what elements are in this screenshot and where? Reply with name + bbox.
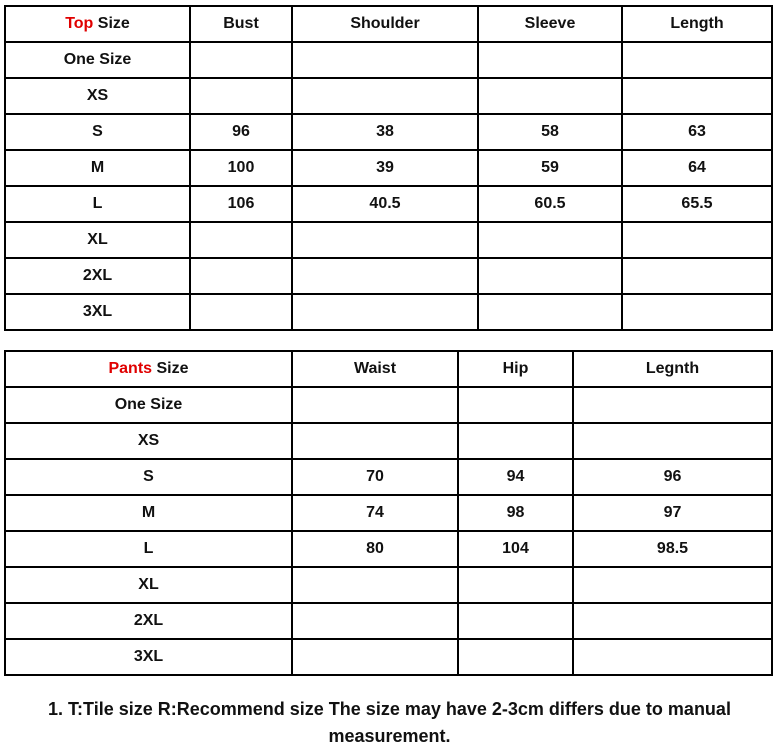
size-label: 2XL [5,258,190,294]
table-cell: 104 [458,531,573,567]
table-cell [292,567,458,603]
table-cell: 94 [458,459,573,495]
table-cell [190,78,292,114]
size-label: XS [5,423,292,459]
table-cell: 106 [190,186,292,222]
table-cell: 74 [292,495,458,531]
table-cell: 59 [478,150,622,186]
footnote-line-2: measurement. [328,726,451,746]
table-cell [190,222,292,258]
table-row [5,78,772,114]
size-label: M [5,495,292,531]
table-row [5,387,772,423]
size-label: S [5,114,190,150]
table-cell: 65.5 [622,186,772,222]
table-cell [478,222,622,258]
table-cell: 40.5 [292,186,478,222]
size-label: XS [5,78,190,114]
size-label: 3XL [5,294,190,330]
size-label: One Size [5,42,190,78]
table-cell [458,639,573,675]
table-row [5,423,772,459]
table-cell [292,78,478,114]
table-row [5,531,772,567]
column-header-bust: Bust [190,6,292,42]
table-cell: 60.5 [478,186,622,222]
table-cell [573,639,772,675]
table-cell [458,387,573,423]
size-column-header: Pants Size [5,351,292,387]
size-label: L [5,186,190,222]
table-cell [292,387,458,423]
table-cell: 80 [292,531,458,567]
table-row [5,42,772,78]
table-cell [292,222,478,258]
table-row [5,567,772,603]
table-cell [622,78,772,114]
table-cell [292,42,478,78]
table-cell [622,42,772,78]
table-cell [478,294,622,330]
table-row [5,459,772,495]
table-cell: 96 [573,459,772,495]
table-row [5,150,772,186]
column-header-waist: Waist [292,351,458,387]
table-cell: 70 [292,459,458,495]
table-cell [622,294,772,330]
size-label: L [5,531,292,567]
table-cell [573,387,772,423]
column-header-length: Length [622,6,772,42]
table-row [5,222,772,258]
top-size-table [4,5,773,331]
table-cell: 98.5 [573,531,772,567]
table-cell [573,567,772,603]
footnote-line-1: 1. T:Tile size R:Recommend size The size may have 2-3cm differs due to manual [48,699,731,719]
size-label: S [5,459,292,495]
table-cell: 63 [622,114,772,150]
table-cell: 100 [190,150,292,186]
size-label: One Size [5,387,292,423]
table-cell: 97 [573,495,772,531]
table-row [5,639,772,675]
size-label: 2XL [5,603,292,639]
table-cell [622,222,772,258]
column-header-sleeve: Sleeve [478,6,622,42]
table-header-row [5,6,772,42]
table-cell: 38 [292,114,478,150]
table-cell [292,603,458,639]
column-header-shoulder: Shoulder [292,6,478,42]
table-cell [478,258,622,294]
size-column-header: Top Size [5,6,190,42]
table-header-row [5,351,772,387]
table-row [5,603,772,639]
table-cell [573,423,772,459]
table-cell [292,294,478,330]
table-cell [458,567,573,603]
size-label: XL [5,567,292,603]
size-label: 3XL [5,639,292,675]
table-cell: 64 [622,150,772,186]
table-cell [292,423,458,459]
footnote [0,696,779,750]
table-cell: 58 [478,114,622,150]
column-header-length: Legnth [573,351,772,387]
table-cell [458,603,573,639]
table-row [5,186,772,222]
table-cell: 98 [458,495,573,531]
table-cell [622,258,772,294]
column-header-hip: Hip [458,351,573,387]
table-row [5,258,772,294]
table-cell: 39 [292,150,478,186]
table-cell: 96 [190,114,292,150]
table-row [5,114,772,150]
table-cell [573,603,772,639]
table-cell [458,423,573,459]
table-cell [190,42,292,78]
size-label: M [5,150,190,186]
table-cell [478,78,622,114]
table-cell [190,294,292,330]
table-cell [292,258,478,294]
table-cell [478,42,622,78]
table-cell [292,639,458,675]
table-cell [190,258,292,294]
pants-size-table [4,350,773,676]
table-row [5,294,772,330]
table-row [5,495,772,531]
size-label: XL [5,222,190,258]
